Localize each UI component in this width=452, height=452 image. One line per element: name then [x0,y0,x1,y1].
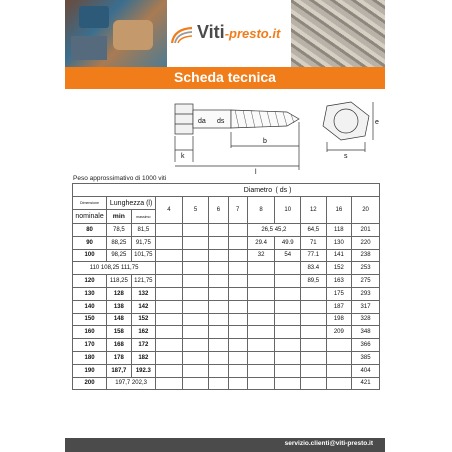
weight-cell [156,339,183,352]
weight-cell [182,326,209,339]
weight-cell [182,300,209,313]
label-s: s [344,153,348,160]
table-row [73,287,380,300]
diameter-col: 8 [247,197,275,224]
weight-cell [275,287,301,300]
weight-cell: 404 [352,364,380,377]
title-band [65,67,385,89]
nominal-cell: 90 [73,236,107,249]
diameter-col: 6 [209,197,228,224]
weight-cell: 198 [326,313,352,326]
label-l: l [255,169,257,176]
min-length-cell: 178 [107,351,132,364]
screw-technical-drawing [65,92,385,176]
weight-cell [228,262,247,275]
max-length-cell: 132 [131,287,156,300]
weight-cell [275,364,301,377]
table-row [73,224,380,237]
table-row [73,300,380,313]
weight-cell [247,313,275,326]
weight-cell [247,377,275,390]
max-length-cell: 91,75 [131,236,156,249]
weight-cell [275,377,301,390]
weight-cell [301,377,327,390]
weight-cell [247,339,275,352]
weight-cell [156,300,183,313]
weight-cell [247,287,275,300]
weight-cell [156,287,183,300]
max-length-cell: 121,75 [131,275,156,288]
weight-cell: 141 [326,249,352,262]
page-title: Scheda tecnica [174,69,276,85]
weight-cell: 293 [352,287,380,300]
weight-cell [182,364,209,377]
table-row [73,377,380,390]
weight-cell [156,351,183,364]
weight-cell [228,377,247,390]
weight-cell [182,249,209,262]
weight-cell: 26,5 45,2 [247,224,300,237]
weight-cell: 421 [352,377,380,390]
weight-cell [247,351,275,364]
weight-cell [326,351,352,364]
diameter-col: 12 [301,197,327,224]
weight-cell [247,275,275,288]
weight-cell: 209 [326,326,352,339]
brand-logo [169,12,289,52]
weight-cell [301,287,327,300]
weight-cell: 130 [326,236,352,249]
min-length-cell: 138 [107,300,132,313]
weight-cell [301,364,327,377]
label-b: b [263,138,267,145]
nominal-cell: 160 [73,326,107,339]
weight-cell [228,351,247,364]
weight-cell [228,326,247,339]
weight-cell: 89,5 [301,275,327,288]
weight-cell [301,300,327,313]
weight-cell [209,262,228,275]
weight-cell [326,377,352,390]
weight-cell [247,364,275,377]
weight-cell: 29.4 [247,236,275,249]
min-length-cell: 78,5 [107,224,132,237]
logo-brand: Viti [197,22,225,42]
label-da: da [198,118,206,125]
weight-cell [275,300,301,313]
diameter-col: 4 [156,197,183,224]
weight-cell [156,377,183,390]
weight-cell [247,326,275,339]
max-length-cell: 162 [131,326,156,339]
diameter-header: Diametro ( ds ) [156,184,380,197]
max-length-cell: 192.3 [131,364,156,377]
nominal-cell: 80 [73,224,107,237]
nominal-cell: 190 [73,364,107,377]
weight-cell [182,351,209,364]
table-row [73,275,380,288]
nominal-cell: 130 [73,287,107,300]
logo-swoosh-icon [171,26,193,44]
weight-cell: 238 [352,249,380,262]
table-row [73,351,380,364]
weight-cell: 175 [326,287,352,300]
weight-cell [182,313,209,326]
diameter-col: 10 [275,197,301,224]
min-length-cell: 98,25 [107,249,132,262]
nominal-cell: 120 [73,275,107,288]
label-e: e [375,119,379,126]
dimension-header: Dimensione [73,197,107,210]
weight-cell [156,326,183,339]
weight-cell [156,249,183,262]
weight-cell [209,313,228,326]
weight-cell [209,236,228,249]
nominal-header: nominale [73,210,107,224]
header [65,0,385,67]
weight-cell [275,313,301,326]
length-cell: 197,7 202,3 [107,377,156,390]
weight-cell [326,339,352,352]
max-length-cell: 152 [131,313,156,326]
weight-cell: 253 [352,262,380,275]
max-length-cell: 101,75 [131,249,156,262]
weight-cell [209,326,228,339]
label-k: k [181,153,185,160]
max-length-cell: 142 [131,300,156,313]
weight-cell [275,275,301,288]
min-length-cell: 128 [107,287,132,300]
nominal-cell: 150 [73,313,107,326]
weight-cell: 49.9 [275,236,301,249]
table-row [73,326,380,339]
weight-cell: 275 [352,275,380,288]
weight-table [72,183,380,390]
weight-cell [275,351,301,364]
diameter-col: 7 [228,197,247,224]
weight-cell [275,262,301,275]
weight-cell [209,351,228,364]
weight-cell [301,326,327,339]
weight-cell [156,313,183,326]
weight-cell: 163 [326,275,352,288]
diameter-col: 16 [326,197,352,224]
table-row [73,339,380,352]
weight-cell [228,339,247,352]
weight-cell: 220 [352,236,380,249]
weight-cell: 201 [352,224,380,237]
weight-cell [209,287,228,300]
weight-cell [275,326,301,339]
weight-cell [156,236,183,249]
weight-cell: 187 [326,300,352,313]
weight-cell: 385 [352,351,380,364]
weight-cell: 317 [352,300,380,313]
max-header: massimo [131,210,156,224]
weight-cell [182,236,209,249]
footer-bar [65,438,385,452]
weight-cell [182,339,209,352]
weight-cell: 348 [352,326,380,339]
weight-cell [182,377,209,390]
weight-cell: 118 [326,224,352,237]
weight-cell: 64,5 [301,224,327,237]
weight-cell [228,313,247,326]
nominal-cell: 180 [73,351,107,364]
length-header: Lunghezza (l) [107,197,156,210]
weight-cell: 366 [352,339,380,352]
length-cell: 110 108,25 111,75 [73,262,156,275]
min-length-cell: 168 [107,339,132,352]
weight-cell: 83.4 [301,262,327,275]
weight-cell [228,364,247,377]
weight-cell [182,275,209,288]
min-length-cell: 158 [107,326,132,339]
weight-cell [209,249,228,262]
weight-cell [228,275,247,288]
table-row [73,262,380,275]
weight-cell [182,287,209,300]
weight-cell [156,262,183,275]
weight-cell [209,377,228,390]
weight-cell [247,262,275,275]
weight-cell [228,236,247,249]
max-length-cell: 81,5 [131,224,156,237]
min-length-cell: 187,7 [107,364,132,377]
blank-corner [73,184,156,197]
min-length-cell: 118,25 [107,275,132,288]
min-length-cell: 148 [107,313,132,326]
table-row [73,313,380,326]
weight-cell [182,262,209,275]
tools-photo [65,0,167,67]
weight-cell [182,224,209,237]
weight-cell [301,313,327,326]
weight-cell [247,300,275,313]
weight-cell [209,364,228,377]
weight-cell: 54 [275,249,301,262]
weight-cell [228,249,247,262]
table-row [73,364,380,377]
label-ds: ds [217,118,225,125]
weight-cell [326,364,352,377]
table-row [73,236,380,249]
weight-cell: 152 [326,262,352,275]
weight-cell [156,224,183,237]
nominal-cell: 200 [73,377,107,390]
weight-cell: 71 [301,236,327,249]
max-length-cell: 172 [131,339,156,352]
weight-cell [156,275,183,288]
weight-cell [156,364,183,377]
nominal-cell: 100 [73,249,107,262]
weight-cell [301,351,327,364]
weight-cell [228,224,247,237]
min-header: min [107,210,132,224]
nominal-cell: 140 [73,300,107,313]
contact-email[interactable]: servizio.clienti@viti-presto.it [284,440,373,447]
weight-cell [209,275,228,288]
diameter-col: 5 [182,197,209,224]
weight-cell [209,224,228,237]
weight-cell [275,339,301,352]
diameter-col: 20 [352,197,380,224]
weight-cell: 32 [247,249,275,262]
weight-cell [228,287,247,300]
logo-domain: -presto.it [224,26,281,41]
weight-note: Peso approssimativo di 1000 viti [73,175,167,182]
screws-photo [291,0,385,67]
weight-cell [228,300,247,313]
min-length-cell: 88,25 [107,236,132,249]
max-length-cell: 182 [131,351,156,364]
weight-cell [209,300,228,313]
weight-cell [301,339,327,352]
weight-cell: 77.1 [301,249,327,262]
weight-cell: 328 [352,313,380,326]
datasheet-page [65,0,385,452]
weight-cell [209,339,228,352]
nominal-cell: 170 [73,339,107,352]
table-row [73,249,380,262]
